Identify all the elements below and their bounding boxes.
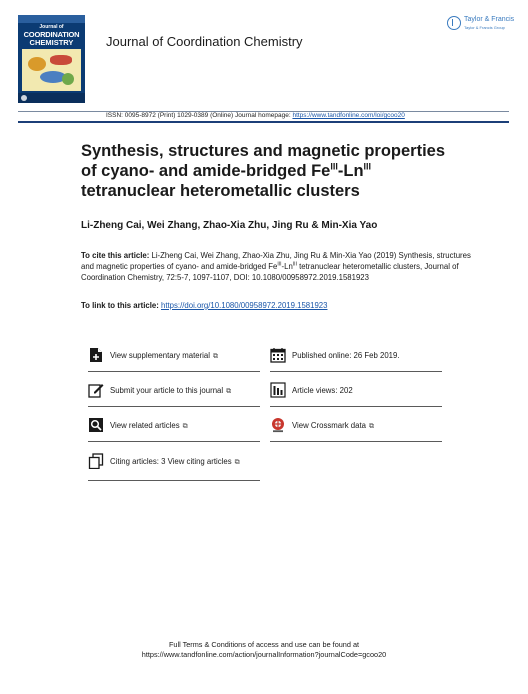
bar-chart-icon	[270, 382, 286, 398]
doi-link[interactable]: https://doi.org/10.1080/00958972.2019.1581923	[161, 301, 328, 310]
grid-divider	[270, 406, 442, 407]
footer-url[interactable]: https://www.tandfonline.com/action/journalInformation?journalCode=gcoo20	[141, 650, 387, 659]
title-text-1: Synthesis, structures and magnetic properties of cyano- and amide-bridged Fe	[81, 142, 446, 180]
title-text-2: -Ln	[337, 162, 364, 180]
citing-label: Citing articles: 3 View citing articles	[110, 457, 232, 466]
citing-articles-link[interactable]	[88, 449, 260, 475]
published-online	[270, 343, 442, 369]
grid-divider	[88, 406, 260, 407]
publisher-sub: Taylor & Francis Group	[464, 25, 505, 30]
publisher-name: Taylor & Francis	[464, 16, 515, 23]
crossmark-label: View Crossmark data	[292, 421, 366, 430]
divider-thick	[18, 121, 509, 123]
grid-divider	[88, 371, 260, 372]
title-text-3: tetranuclear heterometallic clusters	[81, 182, 360, 200]
grid-divider	[270, 371, 442, 372]
external-link-icon: ⧉	[182, 423, 188, 430]
external-link-icon: ⧉	[234, 459, 240, 466]
taylor-francis-icon	[447, 16, 461, 30]
crossmark-icon	[270, 417, 286, 433]
supplementary-label: View supplementary material	[110, 351, 210, 360]
journal-name: Journal of Coordination Chemistry	[106, 34, 303, 49]
citation-sup-1: III	[277, 261, 282, 268]
citation-block	[81, 250, 481, 283]
external-link-icon: ⧉	[368, 423, 374, 430]
grid-divider	[88, 441, 260, 442]
footer-terms: Full Terms & Conditions of access and use can be found at	[168, 640, 360, 649]
cover-line-2: COORDINATION	[23, 30, 80, 39]
submit-article-link[interactable]	[88, 378, 260, 404]
citation-sup-2: III	[292, 261, 297, 268]
title-sup-1: III	[330, 161, 338, 172]
edit-icon	[88, 382, 104, 398]
citation-text-1: Li-Zheng Cai, Wei Zhang, Zhao-Xia Zhu, Jing Ru & Min-Xia Yao (2019) Synthesis, structures and magnetic properties of cyano- and amide-bridged Fe	[81, 251, 471, 271]
link-line	[81, 301, 327, 310]
grid-divider	[270, 441, 442, 442]
authors: Li-Zheng Cai, Wei Zhang, Zhao-Xia Zhu, Jing Ru & Min-Xia Yao	[81, 220, 378, 231]
views-label: Article views: 202	[292, 386, 353, 395]
article-views	[270, 378, 442, 404]
cover-artwork	[22, 49, 81, 91]
title-sup-2: III	[363, 161, 372, 172]
journal-homepage-link[interactable]: https://www.tandfonline.com/loi/gcoo20	[292, 112, 405, 119]
document-plus-icon	[88, 347, 104, 363]
related-articles-link[interactable]	[88, 413, 260, 439]
grid-divider	[88, 480, 260, 481]
issn-text: ISSN: 0095-8972 (Print) 1029-0389 (Online) Journal homepage:	[106, 112, 293, 119]
cover-line-1: Journal of	[39, 24, 64, 30]
calendar-icon	[270, 347, 286, 363]
article-title	[81, 141, 461, 201]
citation-text-2: -Ln	[281, 262, 293, 271]
footer	[0, 640, 528, 660]
external-link-icon: ⧉	[212, 353, 218, 360]
supplementary-material-link[interactable]	[88, 343, 260, 369]
related-label: View related articles	[110, 421, 180, 430]
copy-documents-icon	[88, 453, 104, 469]
citation-text-3: tetranuclear heterometallic clusters, Journal of Coordination Chemistry, 72:5-7, 1097-1107, DOI: 10.1080/00958972.2019.1581923	[81, 262, 459, 282]
publisher-logo[interactable]	[447, 15, 519, 35]
issn-line	[106, 112, 405, 119]
external-link-icon: ⧉	[226, 388, 232, 395]
journal-cover-image	[18, 15, 85, 103]
link-label: To link to this article:	[81, 301, 161, 310]
published-label: Published online: 26 Feb 2019.	[292, 351, 400, 360]
submit-label: Submit your article to this journal	[110, 386, 224, 395]
search-document-icon	[88, 417, 104, 433]
cover-line-3: CHEMISTRY	[29, 38, 74, 47]
crossmark-link[interactable]	[270, 413, 442, 439]
citation-label: To cite this article:	[81, 251, 152, 260]
